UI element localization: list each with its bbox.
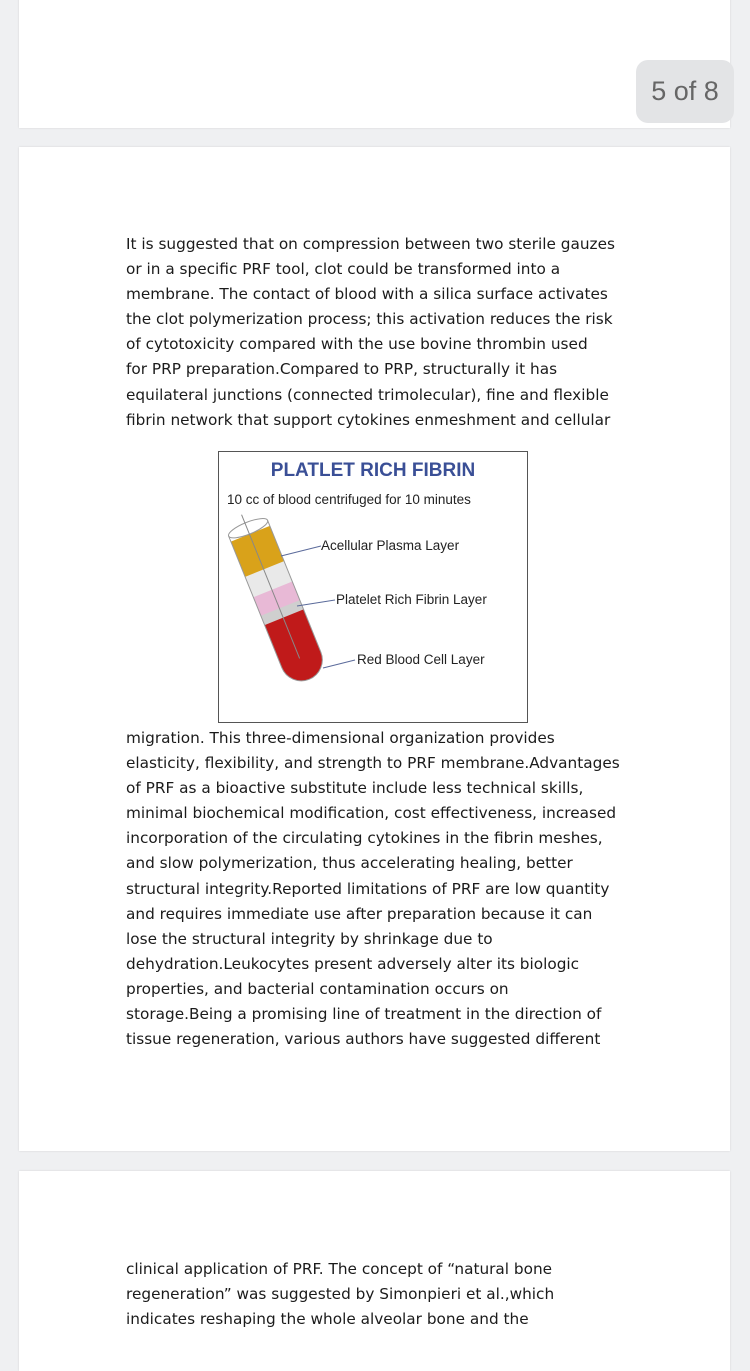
text-line: clinical application of PRF. The concept of “natural bone: [126, 1260, 553, 1278]
text-line: lose the structural integrity by shrinkage due to: [126, 929, 493, 948]
document-page-5: [19, 147, 730, 1151]
page-indicator: 5 of 8: [636, 60, 734, 123]
text-line: fibrin network that support cytokines enmeshment and cellular: [126, 410, 611, 429]
text-line: tissue regeneration, various authors have suggested different: [126, 1030, 601, 1049]
paragraph-before-figure: [126, 232, 615, 433]
text-line: elasticity, flexibility, and strength to PRF membrane.Advantages: [126, 754, 620, 773]
test-tube-illustration: [219, 452, 527, 722]
text-line: storage.Being a promising line of treatment in the direction of: [126, 1005, 602, 1024]
paragraph-page-6: [126, 1257, 554, 1332]
text-line: incorporation of the circulating cytokines in the fibrin meshes,: [126, 829, 603, 848]
text-line: dehydration.Leukocytes present adversely alter its biologic: [126, 954, 580, 973]
document-page-6: [19, 1171, 730, 1371]
text-line: membrane. The contact of blood with a silica surface activates: [126, 285, 608, 304]
text-line: of PRF as a bioactive substitute include less technical skills,: [126, 779, 584, 798]
text-line: and requires immediate use after preparation because it can: [126, 904, 593, 923]
text-line: regeneration” was suggested by Simonpieri et al.,which: [126, 1285, 555, 1304]
text-line: minimal biochemical modification, cost effectiveness, increased: [126, 804, 617, 823]
text-line: structural integrity.Reported limitations of PRF are low quantity: [126, 879, 610, 898]
text-line: the clot polymerization process; this activation reduces the risk: [126, 310, 613, 329]
label-platelet-rich-fibrin: Platelet Rich Fibrin Layer: [336, 592, 487, 607]
label-red-blood-cell: Red Blood Cell Layer: [357, 652, 485, 667]
text-line: for PRP preparation.Compared to PRP, structurally it has: [126, 360, 558, 379]
text-line: migration. This three-dimensional organization provides: [126, 729, 555, 747]
text-line: equilateral junctions (connected trimolecular), fine and flexible: [126, 385, 609, 404]
text-line: and slow polymerization, thus accelerating healing, better: [126, 854, 573, 873]
figure-title: PLATLET RICH FIBRIN: [270, 460, 476, 481]
text-line: It is suggested that on compression between two sterile gauzes: [126, 235, 615, 253]
figure-subtitle: 10 cc of blood centrifuged for 10 minutes: [227, 492, 471, 507]
document-page-4: [19, 0, 730, 128]
text-line: of cytotoxicity compared with the use bovine thrombin used: [126, 335, 588, 354]
label-acellular-plasma: Acellular Plasma Layer: [321, 538, 460, 553]
text-line: or in a specific PRF tool, clot could be transformed into a: [126, 260, 561, 279]
text-line: indicates reshaping the whole alveolar bone and the: [126, 1310, 529, 1329]
paragraph-after-figure: [126, 726, 620, 1052]
text-line: properties, and bacterial contamination occurs on: [126, 979, 509, 998]
prf-figure: [218, 451, 528, 723]
